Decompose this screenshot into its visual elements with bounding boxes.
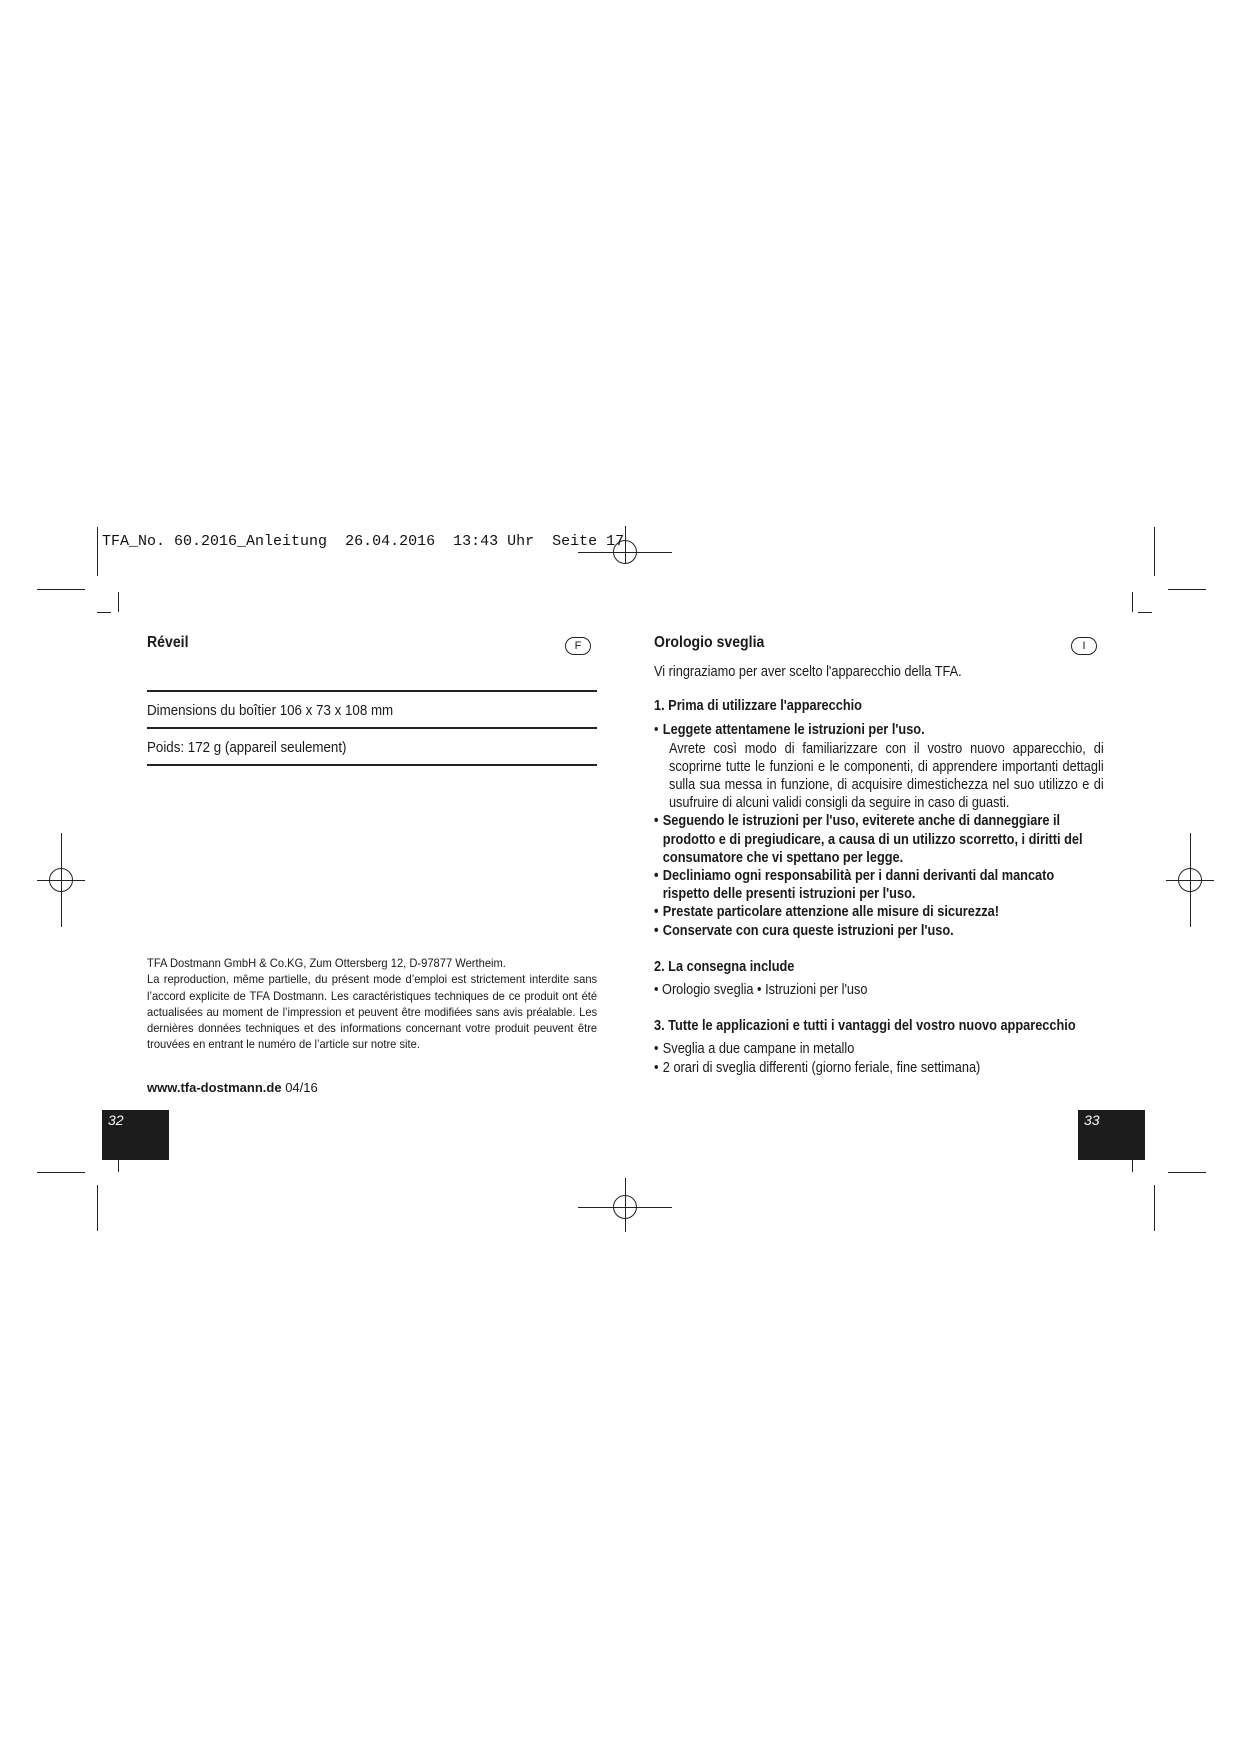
list-item [654, 812, 1104, 867]
crop-mark [1168, 589, 1206, 590]
slug-date: 26.04.2016 [345, 533, 436, 550]
crop-mark [1138, 612, 1152, 613]
section-1-title: 1. Prima di utilizzare l'apparecchio [654, 698, 862, 715]
crop-mark [1154, 1185, 1155, 1231]
language-badge-it: I [1071, 637, 1097, 655]
legal-notice [147, 955, 597, 1053]
section-1-list [654, 721, 1104, 939]
slug-file: TFA_No. 60.2016_Anleitung [102, 533, 328, 550]
left-page [147, 634, 597, 766]
crop-mark [97, 1185, 98, 1231]
crop-mark [1132, 592, 1133, 612]
slug-time: 13:43 Uhr [453, 533, 535, 550]
page-number-right [1078, 1110, 1145, 1160]
list-item [654, 721, 1104, 812]
company-address: TFA Dostmann GmbH & Co.KG, Zum Ottersberg 12, D-97877 Wertheim. [147, 956, 506, 970]
print-slug [102, 533, 624, 550]
page-number-label: 33 [1084, 1112, 1100, 1128]
crop-mark [1132, 1160, 1133, 1172]
website-line [147, 1080, 318, 1095]
spec-weight: Poids: 172 g (appareil seulement) [147, 740, 347, 756]
crop-mark [97, 527, 98, 576]
slug-page: Seite 17 [552, 533, 625, 550]
page-number-label: 32 [108, 1112, 124, 1128]
item-bold: Conservate con cura queste istruzioni per l'uso. [662, 922, 954, 939]
page-title: Orologio sveglia [654, 634, 765, 651]
section-3-list [654, 1040, 1104, 1076]
item-bold: Decliniamo ogni responsabilità per i danni derivanti dal mancato rispetto delle presenti istruzioni per l'uso. [662, 868, 1055, 903]
page-title: Réveil [147, 634, 189, 651]
crop-mark [1154, 527, 1155, 576]
intro-text: Vi ringraziamo per aver scelto l'apparecchio della TFA. [654, 664, 962, 680]
list-item: • Sveglia a due campane in metallo [654, 1040, 1104, 1058]
right-page [654, 634, 1104, 1077]
crop-mark [118, 592, 119, 612]
website-link[interactable]: www.tfa-dostmann.de [147, 1080, 282, 1095]
list-item [654, 867, 1104, 903]
crop-mark [1168, 1172, 1206, 1173]
version-code: 04/16 [285, 1080, 318, 1095]
item-bold: Seguendo le istruzioni per l'uso, eviterete anche di danneggiare il prodotto e di pregiudicare, a causa di un utilizzo scorretto, i diritti del consumatore che vi spettano per legge. [662, 813, 1083, 866]
language-badge-fr: F [565, 637, 591, 655]
divider [147, 764, 597, 766]
item-bold: Prestate particolare attenzione alle misure di sicurezza! [662, 904, 999, 921]
section-2-line: • Orologio sveglia • Istruzioni per l'uso [654, 982, 868, 999]
list-item [654, 922, 1104, 940]
section-2-title: 2. La consegna include [654, 958, 795, 975]
spec-dimensions: Dimensions du boîtier 106 x 73 x 108 mm [147, 703, 394, 719]
crop-mark [37, 1172, 85, 1173]
list-item: • 2 orari di sveglia differenti (giorno feriale, fine settimana) [654, 1059, 1104, 1077]
page-number-left [102, 1110, 169, 1160]
item-text: Avrete così modo di familiarizzare con il vostro nuovo apparecchio, di scoprirne tutte le funzioni e le componenti, di apprendere importanti dettagli sulla sua messa in funzione, di acquisire dimestichezza nel suo utilizzo e di usufruire di alcuni validi consigli da seguire in caso di guasti. [668, 740, 1104, 812]
item-bold: Leggete attentamene le istruzioni per l'uso. [662, 722, 925, 739]
crop-mark [37, 589, 85, 590]
section-3-title: 3. Tutte le applicazioni e tutti i vantaggi del vostro nuovo apparecchio [654, 1018, 1076, 1035]
list-item [654, 903, 1104, 921]
copyright-text: La reproduction, même partielle, du présent mode d’emploi est strictement interdite sans l’accord explicite de TFA Dostmann. Les caractéristiques techniques de ce produit ont été actualisées au moment de l’impression et peuvent être modifiées sans avis préalable. Les dernières données techniques et des informations concernant votre produit peuvent être trouvées en entrant le numéro de l’article sur notre site. [147, 972, 598, 1052]
crop-mark [118, 1160, 119, 1172]
crop-mark [97, 612, 111, 613]
